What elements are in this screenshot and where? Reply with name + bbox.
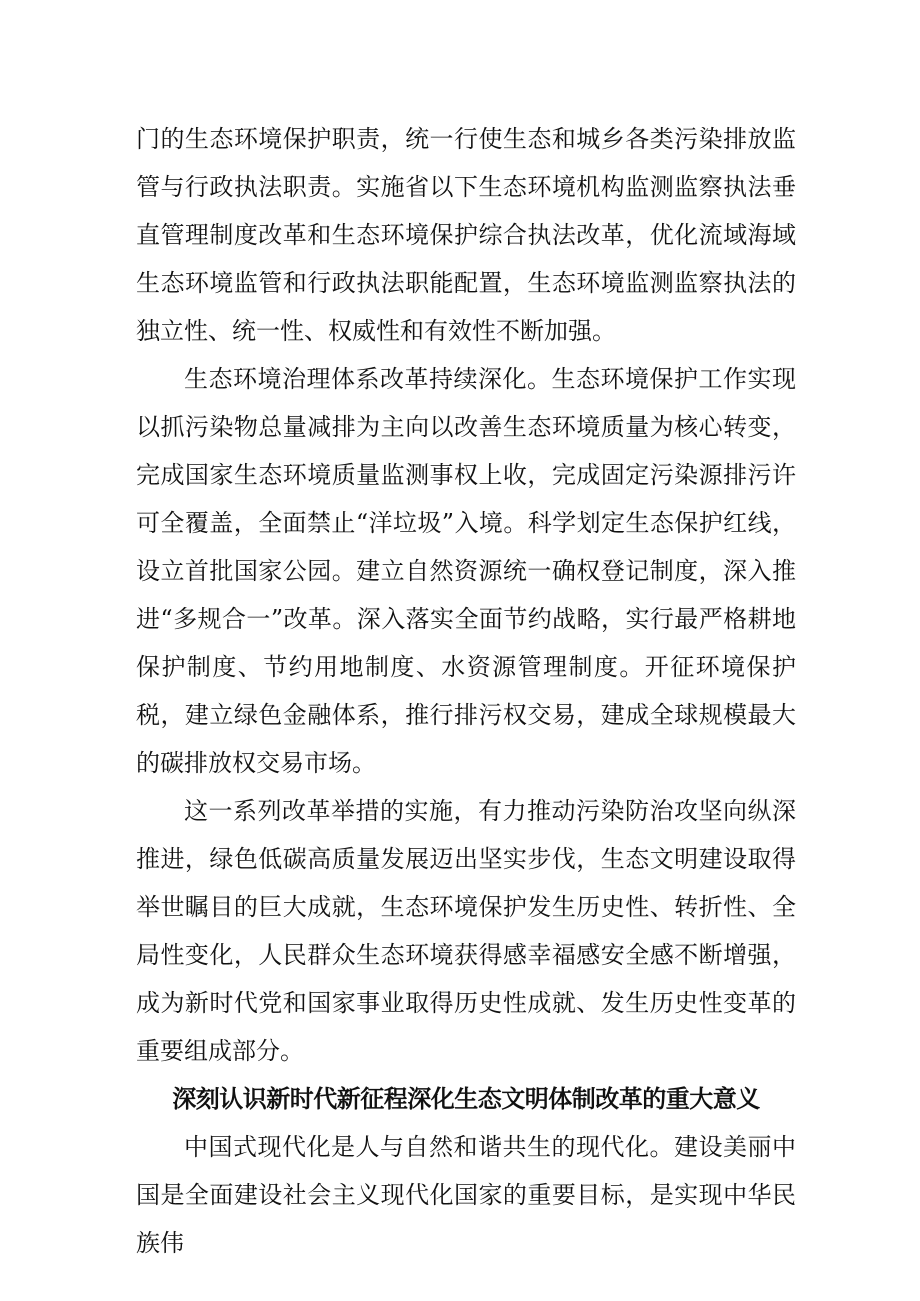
paragraph-1: 门的生态环境保护职责，统一行使生态和城乡各类污染排放监管与行政执法职责。实施省以下生态环境机构监测监察执法垂直管理制度改革和生态环境保护综合执法改革，优化流域海域生态环境监管和行政执法职能配置，生态环境监测监察执法的独立性、统一性、权威性和有效性不断加强。	[136, 125, 796, 345]
paragraph-3: 这一系列改革举措的实施，有力推动污染防治攻坚向纵深推进，绿色低碳高质量发展迈出坚实步伐，生态文明建设取得举世瞩目的巨大成就，生态环境保护发生历史性、转折性、全局性变化，人民群众生态环境获得感幸福感安全感不断增强，成为新时代党和国家事业取得历史性成就、发生历史性变革的重要组成部分。	[136, 797, 796, 1065]
section-heading: 深刻认识新时代新征程深化生态文明体制改革的重大意义	[172, 1085, 760, 1113]
paragraph-4: 中国式现代化是人与自然和谐共生的现代化。建设美丽中国是全面建设社会主义现代化国家的重要目标，是实现中华民族伟	[136, 1133, 796, 1257]
paragraph-2: 生态环境治理体系改革持续深化。生态环境保护工作实现以抓污染物总量减排为主向以改善生态环境质量为核心转变，完成国家生态环境质量监测事权上收，完成固定污染源排污许可全覆盖，全面禁止“洋垃圾”入境。科学划定生态保护红线，设立首批国家公园。建立自然资源统一确权登记制度，深入推进“多规合一”改革。深入落实全面节约战略，实行最严格耕地保护制度、节约用地制度、水资源管理制度。开征环境保护税，建立绿色金融体系，推行排污权交易，建成全球规模最大的碳排放权交易市场。	[136, 365, 796, 777]
document-body	[136, 115, 796, 1267]
